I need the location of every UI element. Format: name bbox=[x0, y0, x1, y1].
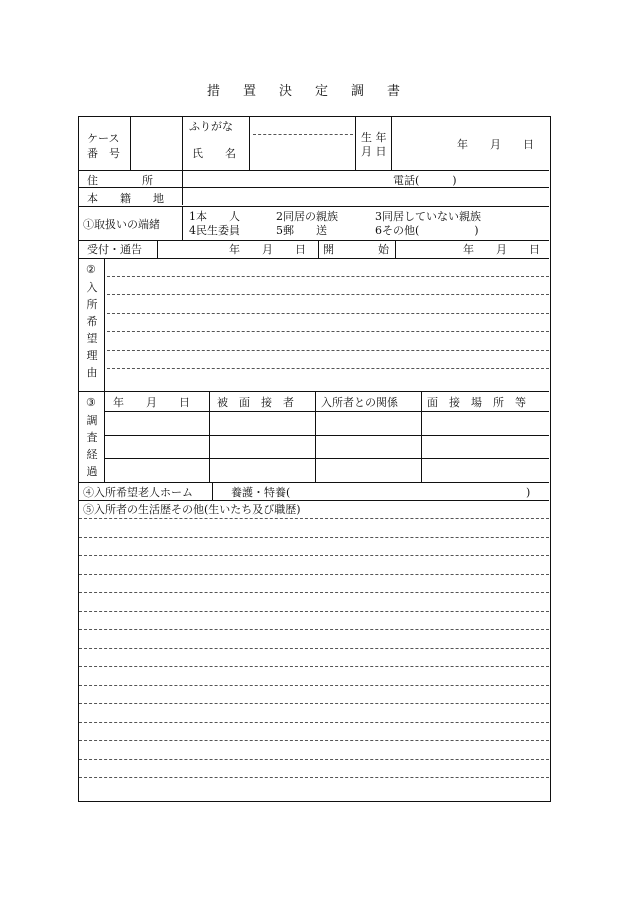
handling-label: ①取扱いの端緒 bbox=[83, 218, 160, 231]
case-number-label: ケース bbox=[87, 132, 120, 145]
care-type-field[interactable]: 養護・特養( bbox=[231, 486, 291, 499]
desired-home-label: ④入所希望老人ホーム bbox=[83, 486, 193, 499]
start-label: 開 始 bbox=[323, 243, 389, 256]
life-history-label: ⑤入所者の生活歴その他(生いたち及び職歴) bbox=[83, 503, 301, 516]
form-title: 措置決定調書 bbox=[206, 84, 423, 99]
birth-label: 生 年 bbox=[361, 131, 387, 144]
investigation-relation-header: 入所者との関係 bbox=[321, 396, 398, 409]
reason-text-area[interactable] bbox=[107, 261, 547, 387]
furigana-label: ふりがな bbox=[189, 120, 233, 133]
phone-field[interactable]: 電話( ) bbox=[393, 174, 457, 187]
furigana-field[interactable] bbox=[253, 119, 353, 133]
case-number-field[interactable] bbox=[137, 117, 177, 169]
name-field[interactable] bbox=[253, 139, 353, 167]
investigation-marker: ③ bbox=[86, 396, 96, 409]
investigation-place-header: 面 接 場 所 等 bbox=[427, 396, 526, 409]
investigation-vertical-label: 調 査 経 過 bbox=[86, 414, 98, 478]
investigation-interviewee-header: 被 面 接 者 bbox=[217, 396, 294, 409]
reason-marker: ② bbox=[86, 263, 96, 276]
birth-label-2: 月 日 bbox=[361, 145, 387, 158]
handling-option-self[interactable]: 1本 人 bbox=[189, 210, 240, 223]
handling-option-cohabiting-relative[interactable]: 2同居の親族 bbox=[276, 210, 338, 223]
reason-vertical-label: 入 所 希 望 理 由 bbox=[86, 281, 98, 379]
investigation-date-header: 年 月 日 bbox=[113, 396, 190, 409]
start-date-field[interactable]: 年 月 日 bbox=[463, 243, 540, 256]
handling-option-welfare-commissioner[interactable]: 4民生委員 bbox=[189, 224, 240, 237]
address-field[interactable] bbox=[187, 172, 387, 186]
case-number-label-2: 番 号 bbox=[87, 147, 120, 160]
handling-option-mail[interactable]: 5郵 送 bbox=[276, 224, 327, 237]
care-type-close: ) bbox=[526, 486, 531, 499]
life-history-text-area[interactable] bbox=[81, 519, 547, 797]
reception-label: 受付・通告 bbox=[87, 243, 142, 256]
form-table bbox=[78, 116, 551, 802]
name-label: 氏 名 bbox=[192, 147, 236, 160]
registered-domicile-field[interactable] bbox=[187, 190, 537, 204]
registered-domicile-label: 本 籍 地 bbox=[87, 192, 164, 205]
reception-date-field[interactable]: 年 月 日 bbox=[229, 243, 306, 256]
handling-option-other[interactable]: 6その他( ) bbox=[375, 224, 479, 237]
handling-option-noncohabiting-relative[interactable]: 3同居していない親族 bbox=[375, 210, 481, 223]
address-label: 住 所 bbox=[87, 174, 153, 187]
birth-date-field[interactable]: 年 月 日 bbox=[457, 138, 534, 151]
